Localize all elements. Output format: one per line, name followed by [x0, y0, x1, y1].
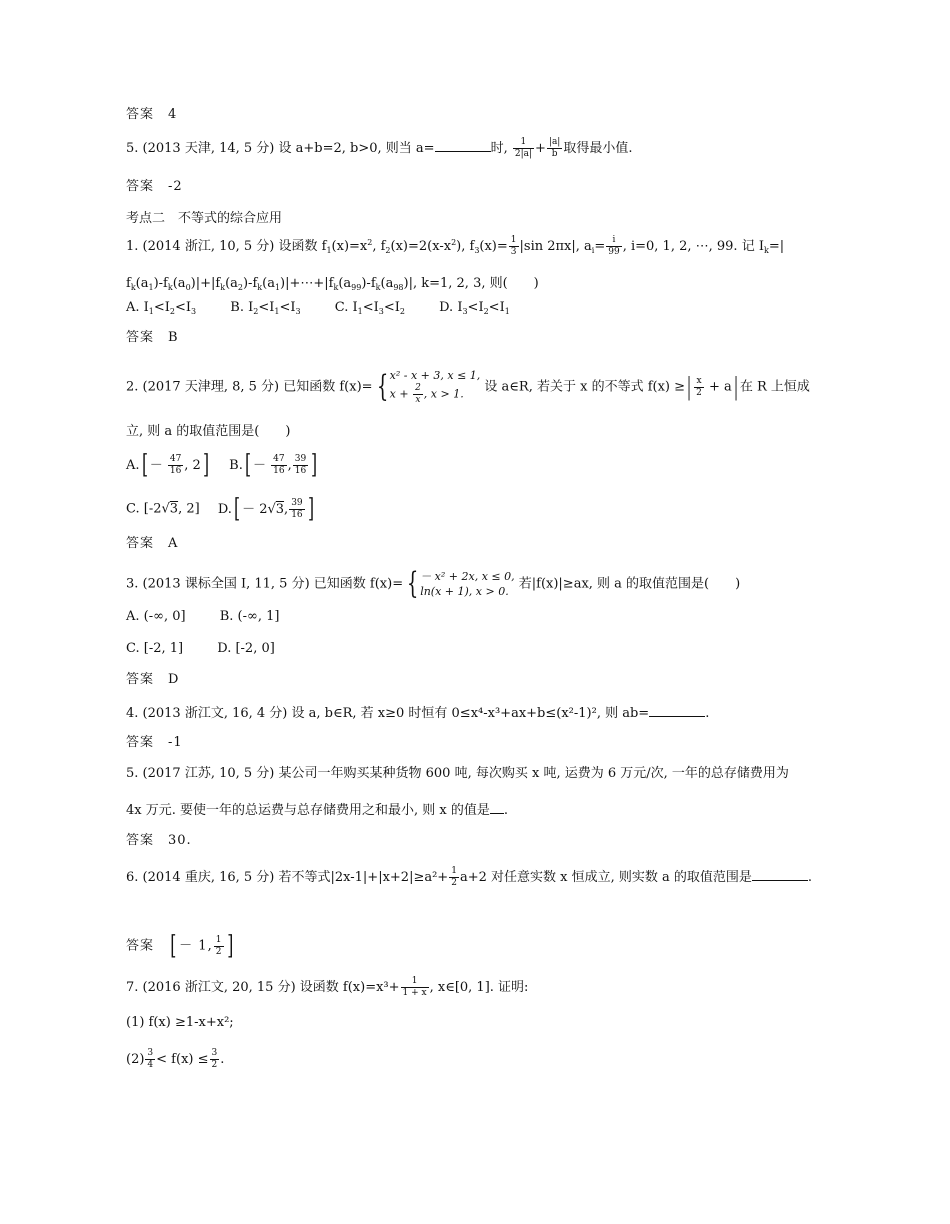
answer-problem-1: 答案 B: [126, 330, 179, 345]
question-5: 5. (2013 天津, 14, 5 分) 设 a+b=2, b>0, 则当 a= 时, $\frac{1}{2|a|}$ + $\frac{|a|}{b}$ 取得最小值.: [126, 137, 633, 159]
option-d: D. [-2, 0]: [217, 641, 275, 656]
problem-2-options-cd: [126, 496, 316, 522]
option-a: A.[ － $\frac{47}{16}$ , 2]: [126, 450, 209, 480]
fraction: $\frac{1}{3}$: [510, 235, 517, 257]
fraction: $\frac{|a|}{b}$: [548, 137, 561, 159]
option-a: A. $I_1<I_2<I_3$: [126, 300, 197, 316]
problem-3-options-ab: [126, 608, 279, 626]
problem-1-options: [126, 299, 510, 317]
problem-4: 4. (2013 浙江文, 16, 4 分) 设 a, b∈R, 若 x≥0 时恒有 0≤x⁴-x³+ax+b≤(x²-1)², 则 ab= .: [126, 706, 710, 721]
answer-blank: [435, 139, 491, 152]
problem-2-line-2: 立, 则 a 的取值范围是( ): [126, 424, 291, 439]
problem-3-line-1: 3. (2013 课标全国 Ⅰ, 11, 5 分) 已知函数 f(x)= { － x² + 2x, x ≤ 0, ln(x + 1), x > 0. 若|f(x)|≥ax, 则 a 的取值范围是( ): [126, 566, 741, 601]
answer-problem-2: 答案 A: [126, 536, 179, 551]
problem-1-line-2: $f_k(a_1)-f_k(a_0)|+|f_k(a_2)-f_k(a_1)|+\cdots+|f_k(a_{99})-f_k(a_{98})|$, k=1, 2, 3, 则( ): [126, 276, 539, 292]
section-heading: 考点二 不等式的综合应用: [126, 211, 283, 226]
option-a: A. (-∞, 0]: [126, 609, 186, 624]
problem-7-part-2: (2) $\frac{3}{4}$ < f(x) ≤ $\frac{3}{2}$ .: [126, 1048, 225, 1070]
answer-problem-3: 答案 D: [126, 672, 180, 687]
option-b: B. (-∞, 1]: [219, 609, 280, 624]
answer-blank: [752, 868, 808, 881]
problem-7-part-1: (1) f(x) ≥1-x+x²;: [126, 1015, 234, 1030]
option-d: D. $I_3<I_2<I_1$: [439, 300, 510, 316]
option-d: D.[ － 2√3, $\frac{39}{16}$ ]: [217, 494, 314, 524]
answer-blank: [490, 801, 504, 814]
option-c: C. [-2, 1]: [126, 641, 184, 656]
answer-problem-4: 答案 -1: [126, 735, 183, 750]
fraction: $\frac{i}{99}$: [608, 235, 620, 257]
problem-5-line-1: 5. (2017 江苏, 10, 5 分) 某公司一年购买某种货物 600 吨, 每次购买 x 吨, 运费为 6 万元/次, 一年的总存储费用为: [126, 766, 789, 781]
problem-7: 7. (2016 浙江文, 20, 15 分) 设函数 f(x)=x³+ $\frac{1}{1 + x}$ , x∈[0, 1]. 证明:: [126, 976, 529, 998]
fraction: $\frac{1}{2|a|}$: [514, 137, 532, 159]
answer-4: 答案 4: [126, 107, 178, 122]
option-b: B. $I_2<I_1<I_3$: [230, 300, 301, 316]
answer-problem-5: 答案 30.: [126, 833, 192, 848]
piecewise-cases: － x² + 2x, x ≤ 0, ln(x + 1), x > 0.: [420, 570, 515, 598]
problem-6: 6. (2014 重庆, 16, 5 分) 若不等式|2x-1|+|x+2|≥a²+ $\frac{1}{2}$ a+2 对任意实数 x 恒成立, 则实数 a 的取值范围是 .: [126, 866, 813, 888]
answer-q5: 答案 -2: [126, 179, 183, 194]
piecewise-cases: x² - x + 3, x ≤ 1, x + $\frac{2}{x}$ , x > 1.: [389, 369, 481, 405]
problem-1-line-1: 1. (2014 浙江, 10, 5 分) 设函数 $f_1(x)=x^2$, $f_2(x)=2(x-x^2)$, $f_3(x)=$ $\frac{1}{3}$ |sin 2πx|, $a_i=$ $\frac{i}{99}$ , i=0, 1, 2, ⋯, 99. 记 $I_k=|$: [126, 235, 785, 257]
option-b: B.[ － $\frac{47}{16}$ , $\frac{39}{16}$ ]: [229, 450, 318, 480]
problem-2-options-ab: [126, 452, 319, 478]
answer-blank: [649, 704, 705, 717]
option-c: C. [-2√3, 2]: [126, 501, 200, 517]
problem-5-line-2: 4x 万元. 要使一年的总运费与总存储费用之和最小, 则 x 的值是 .: [126, 803, 509, 818]
problem-3-options-cd: [126, 640, 275, 658]
problem-2-line-1: 2. (2017 天津理, 8, 5 分) 已知函数 f(x)= { x² - x + 3, x ≤ 1, x + $\frac{2}{x}$ , x > 1. 设 a∈R, 若关于 x 的不等式 f(x) ≥| $\frac{x}{2}$ + a| 在 R 上恒成: [126, 369, 810, 405]
answer-problem-6: 答案 [ － 1, $\frac{1}{2}$ ]: [126, 931, 235, 961]
option-c: C. $I_1<I_3<I_2$: [334, 300, 405, 316]
